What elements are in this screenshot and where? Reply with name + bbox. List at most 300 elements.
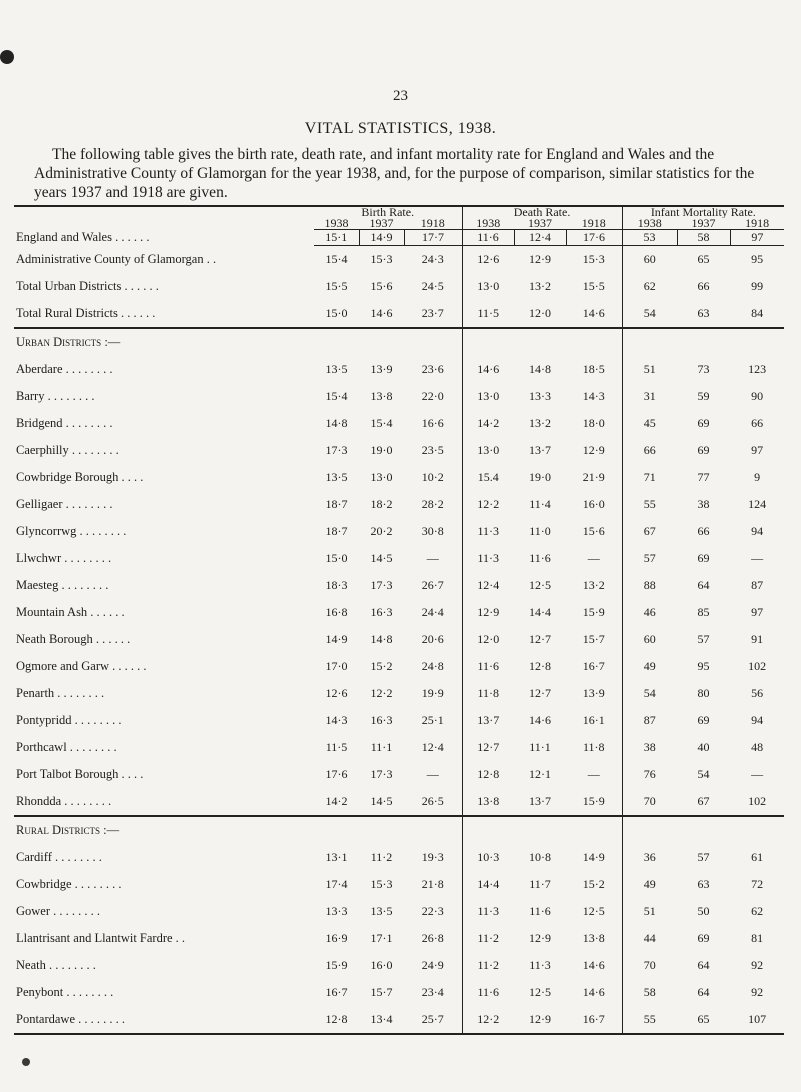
table-cell: 24·3 <box>404 246 462 274</box>
table-row <box>14 680 784 707</box>
table-cell: 17·3 <box>370 767 393 781</box>
table-row <box>14 898 784 925</box>
table-cell: 64 <box>697 985 710 999</box>
table-cell: 57 <box>697 632 710 646</box>
table-cell: 11·6 <box>462 230 514 246</box>
rural-heading-section <box>14 816 784 844</box>
table-cell: 14·6 <box>529 713 552 727</box>
table-cell: 90 <box>751 389 764 403</box>
table-cell: 14·2 <box>325 794 348 808</box>
table-cell: 69 <box>697 416 710 430</box>
row-label: Aberdare . . . . . . . . <box>16 362 113 376</box>
table-cell: 13·8 <box>477 794 500 808</box>
table-cell: 54 <box>643 306 656 320</box>
table-cell: 26·5 <box>404 788 462 816</box>
table-cell: 14·3 <box>566 383 622 410</box>
table-cell: 13·9 <box>566 680 622 707</box>
table-cell: 15.4 <box>477 470 499 484</box>
row-label: Glyncorrwg . . . . . . . . <box>16 524 127 538</box>
year-header: 1938 <box>324 218 349 230</box>
infant-mortality-header: Infant Mortality Rate. <box>622 206 784 218</box>
table-cell: 40 <box>697 740 710 754</box>
table-cell: 23·7 <box>404 300 462 328</box>
table-cell: 15·0 <box>325 306 348 320</box>
table-cell: — <box>566 761 622 788</box>
table-cell: 107 <box>730 1006 784 1034</box>
table-cell: 13·8 <box>370 389 393 403</box>
table-cell: 95 <box>751 252 764 266</box>
table-row <box>14 1006 784 1034</box>
table-cell: 13·7 <box>529 443 552 457</box>
table-cell: 70 <box>643 794 656 808</box>
table-cell: 14·5 <box>370 794 393 808</box>
table-cell: 12·6 <box>325 686 348 700</box>
table-cell: 19·9 <box>404 680 462 707</box>
table-cell: 11·4 <box>529 497 551 511</box>
table-cell: 69 <box>697 443 710 457</box>
year-header: 1938 <box>637 218 662 230</box>
year-header-row <box>14 218 784 230</box>
table-cell: 87 <box>751 578 764 592</box>
table-cell: 61 <box>751 850 764 864</box>
table-cell: 59 <box>697 389 710 403</box>
table-cell: 11·2 <box>477 931 500 945</box>
table-cell: 16·6 <box>404 410 462 437</box>
table-cell: 16·7 <box>566 1006 622 1034</box>
table-cell: 54 <box>643 686 656 700</box>
table-cell: 17·3 <box>325 443 348 457</box>
table-cell: 11·3 <box>477 551 500 565</box>
table-cell: 46 <box>643 605 656 619</box>
table-cell: 15·6 <box>370 279 393 293</box>
table-cell: 15·2 <box>370 659 393 673</box>
table-cell: 16·8 <box>325 605 348 619</box>
table-cell: 17·6 <box>566 230 622 246</box>
table-cell: 15·2 <box>566 871 622 898</box>
table-cell: 81 <box>751 931 764 945</box>
table-cell: 11·6 <box>529 904 551 918</box>
table-cell: 13·5 <box>325 470 348 484</box>
table-cell: 24·8 <box>404 653 462 680</box>
table-cell: 13·8 <box>566 925 622 952</box>
row-label: Penybont . . . . . . . . <box>16 985 114 999</box>
table-cell: 71 <box>643 470 656 484</box>
table-cell: 13·0 <box>477 443 500 457</box>
table-row <box>14 273 784 300</box>
table-cell: 22·0 <box>404 383 462 410</box>
table-cell: 13·0 <box>370 470 393 484</box>
table-cell: 18·3 <box>325 578 348 592</box>
death-rate-header: Death Rate. <box>462 206 622 218</box>
table-row <box>14 626 784 653</box>
table-row <box>14 871 784 898</box>
table-cell: 70 <box>643 958 656 972</box>
table-cell: 18·7 <box>325 497 348 511</box>
table-cell: 23·5 <box>404 437 462 464</box>
table-cell: 12·5 <box>529 985 552 999</box>
table-cell: 15·6 <box>566 518 622 545</box>
table-cell: 11·0 <box>529 524 551 538</box>
table-row <box>14 788 784 816</box>
table-cell: 11·5 <box>477 306 500 320</box>
table-cell: 15·3 <box>566 246 622 274</box>
table-cell: 25·1 <box>404 707 462 734</box>
table-row <box>14 437 784 464</box>
table-cell: 19·0 <box>370 443 393 457</box>
rural-section <box>14 844 784 1034</box>
table-cell: 45 <box>643 416 656 430</box>
table-cell: 12·2 <box>370 686 393 700</box>
table-cell: 14·5 <box>370 551 393 565</box>
table-cell: 36 <box>643 850 656 864</box>
table-cell: 62 <box>643 279 656 293</box>
table-cell: 24·4 <box>404 599 462 626</box>
table-cell: 24·9 <box>404 952 462 979</box>
table-cell: 124 <box>748 497 767 511</box>
table-cell: — <box>566 545 622 572</box>
table-row <box>14 844 784 871</box>
table-cell: 11·5 <box>325 740 348 754</box>
table-row <box>14 707 784 734</box>
table-cell: 11·2 <box>477 958 500 972</box>
table-cell: 94 <box>751 713 764 727</box>
table-cell: 28·2 <box>404 491 462 518</box>
table-cell: 12·8 <box>477 767 500 781</box>
table-cell: 13·4 <box>359 1006 404 1034</box>
table-cell: 12·9 <box>477 605 500 619</box>
table-cell: 12·4 <box>514 230 566 246</box>
table-cell: 14·4 <box>529 605 552 619</box>
table-cell: 76 <box>643 767 656 781</box>
table-cell: 14·6 <box>566 300 622 328</box>
table-cell: 14·6 <box>566 952 622 979</box>
table-row <box>14 925 784 952</box>
table-cell: 12·9 <box>514 1006 566 1034</box>
table-cell: 11·8 <box>477 686 500 700</box>
table-cell: 17·4 <box>325 877 348 891</box>
table-cell: 11·6 <box>529 551 551 565</box>
table-cell: 13·7 <box>529 794 552 808</box>
table-cell: 64 <box>697 578 710 592</box>
table-cell: 58 <box>677 230 730 246</box>
table-row <box>14 952 784 979</box>
row-label: Administrative County of Glamorgan . . <box>16 251 217 266</box>
table-cell: — <box>751 551 764 565</box>
table-cell: 17·3 <box>370 578 393 592</box>
table-cell: 15·0 <box>325 551 348 565</box>
table-cell: 11·3 <box>477 524 500 538</box>
row-label: Pontardawe . . . . . . . . <box>14 1006 314 1034</box>
row-label: Maesteg . . . . . . . . <box>16 578 109 592</box>
row-label: Bridgend . . . . . . . . <box>16 416 113 430</box>
table-cell: 88 <box>643 578 656 592</box>
table-cell: 26·8 <box>404 925 462 952</box>
table-cell: 60 <box>643 632 656 646</box>
table-cell: 97 <box>751 605 764 619</box>
table-cell: 22·3 <box>404 898 462 925</box>
table-cell: 19·3 <box>404 844 462 871</box>
table-cell: 19·0 <box>529 470 552 484</box>
table-row <box>14 599 784 626</box>
table-cell: 15·4 <box>325 252 348 266</box>
table-cell: 102 <box>748 794 767 808</box>
table-cell: 60 <box>643 252 656 266</box>
table-cell: 14·3 <box>325 713 348 727</box>
table-cell: 12·7 <box>529 686 552 700</box>
row-label: Llwchwr . . . . . . . . <box>16 551 112 565</box>
table-cell: 66 <box>697 279 710 293</box>
table-cell: 12·2 <box>462 1006 514 1034</box>
table-cell: 18·5 <box>566 356 622 383</box>
table-cell: 14·4 <box>477 877 500 891</box>
table-cell: 67 <box>643 524 656 538</box>
table-cell: 13·2 <box>529 416 552 430</box>
section-heading-row <box>14 328 784 356</box>
table-cell: 11·6 <box>477 985 500 999</box>
table-cell: 16·9 <box>325 931 348 945</box>
table-row <box>14 734 784 761</box>
table-cell: 13·3 <box>529 389 552 403</box>
table-cell: 12·9 <box>529 252 552 266</box>
table-cell: 57 <box>697 850 710 864</box>
page-number: 23 <box>393 88 408 104</box>
urban-section <box>14 356 784 816</box>
row-label: Porthcawl . . . . . . . . <box>16 740 117 754</box>
table-cell: 15·1 <box>314 230 359 246</box>
urban-heading-section <box>14 328 784 356</box>
table-cell: 14·6 <box>566 979 622 1006</box>
table-cell: 26·7 <box>404 572 462 599</box>
table-cell: 85 <box>697 605 710 619</box>
table-cell: 53 <box>622 230 677 246</box>
table-cell: 16·7 <box>566 653 622 680</box>
table-cell: 15·3 <box>370 252 393 266</box>
table-cell: 11·6 <box>477 659 500 673</box>
table-cell: 15·3 <box>370 877 393 891</box>
table-row <box>14 653 784 680</box>
table-cell: 15·4 <box>370 416 393 430</box>
table-cell: 12·9 <box>566 437 622 464</box>
table-cell: 38 <box>643 740 656 754</box>
row-label: Neath . . . . . . . . <box>16 958 96 972</box>
table-row <box>14 761 784 788</box>
table-row <box>14 464 784 491</box>
table-cell: 102 <box>748 659 767 673</box>
table-cell: 21·8 <box>404 871 462 898</box>
summary-section <box>14 246 784 329</box>
year-header: 1938 <box>476 218 501 230</box>
table-cell: 77 <box>697 470 710 484</box>
table-cell: 11·3 <box>477 904 500 918</box>
table-cell: 94 <box>751 524 764 538</box>
table-cell: 12·6 <box>477 252 500 266</box>
table-cell: 65 <box>697 252 710 266</box>
table-cell: 51 <box>643 904 656 918</box>
row-label: England and Wales . . . . . . <box>16 230 150 244</box>
table-cell: 12·8 <box>529 659 552 673</box>
table-cell: 12·8 <box>314 1006 359 1034</box>
table-cell: 11·8 <box>566 734 622 761</box>
table-cell: 44 <box>643 931 656 945</box>
table-cell: 18·0 <box>566 410 622 437</box>
table-cell: 50 <box>697 904 710 918</box>
table-cell: 49 <box>643 659 656 673</box>
table-cell: 14·9 <box>359 230 404 246</box>
table-cell: 66 <box>643 443 656 457</box>
table-cell: 17·1 <box>370 931 393 945</box>
table-cell: 11·3 <box>529 958 551 972</box>
table-cell: 91 <box>751 632 764 646</box>
table-cell: 65 <box>677 1006 730 1034</box>
table-cell: 63 <box>697 877 710 891</box>
row-label: Gower . . . . . . . . <box>16 904 101 918</box>
row-label: Penarth . . . . . . . . <box>16 686 105 700</box>
row-label: Total Rural Districts . . . . . . <box>16 306 156 320</box>
table-cell: 11·1 <box>370 740 393 754</box>
row-label: Mountain Ash . . . . . . <box>16 605 125 619</box>
year-header: 1937 <box>528 218 553 230</box>
table-cell: 48 <box>751 740 764 754</box>
table-cell: 16·1 <box>566 707 622 734</box>
row-label: Cowbridge Borough . . . . <box>16 470 144 484</box>
table-cell: 73 <box>697 362 710 376</box>
table-cell: 14·8 <box>529 362 552 376</box>
table-cell: 14·9 <box>566 844 622 871</box>
table-cell: 123 <box>748 362 767 376</box>
table-cell: 12·4 <box>477 578 500 592</box>
row-label: Ogmore and Garw . . . . . . <box>16 659 147 673</box>
table-cell: 16·0 <box>370 958 393 972</box>
table-cell: 66 <box>697 524 710 538</box>
table-cell: 15·5 <box>325 279 348 293</box>
table-cell: — <box>404 545 462 572</box>
table-cell: 14·6 <box>370 306 393 320</box>
group-header-row <box>14 206 784 218</box>
table-cell: 14·6 <box>477 362 500 376</box>
table-cell: 55 <box>643 497 656 511</box>
table-cell: 15·5 <box>566 273 622 300</box>
table-cell: 12·0 <box>529 306 552 320</box>
row-label: Port Talbot Borough . . . . <box>16 767 144 781</box>
table-cell: 13·5 <box>370 904 393 918</box>
table-cell: 21·9 <box>566 464 622 491</box>
year-header: 1918 <box>745 218 770 230</box>
table-cell: 12·2 <box>477 497 500 511</box>
table-cell: 12·0 <box>477 632 500 646</box>
table-cell: 13·9 <box>370 362 393 376</box>
table-row <box>14 410 784 437</box>
table-cell: 15·9 <box>566 788 622 816</box>
year-header: 1937 <box>691 218 716 230</box>
table-cell: 12·7 <box>529 632 552 646</box>
england-wales-row <box>14 230 784 246</box>
row-label: Neath Borough . . . . . . <box>16 632 131 646</box>
table-cell: — <box>404 761 462 788</box>
table-cell: 56 <box>751 686 764 700</box>
table-cell: 18·2 <box>370 497 393 511</box>
table-cell: 12·1 <box>529 767 552 781</box>
table-row <box>14 518 784 545</box>
table-row <box>14 979 784 1006</box>
row-label: Cowbridge . . . . . . . . <box>16 877 122 891</box>
table-cell: 69 <box>697 551 710 565</box>
table-cell: 10·8 <box>529 850 552 864</box>
table-row <box>14 572 784 599</box>
table-cell: 95 <box>697 659 710 673</box>
year-header: 1918 <box>566 218 622 230</box>
table-row <box>14 545 784 572</box>
table-cell: 20·2 <box>370 524 393 538</box>
table-cell: — <box>751 767 764 781</box>
table-cell: 51 <box>643 362 656 376</box>
table-cell: 15·9 <box>566 599 622 626</box>
table-cell: 54 <box>697 767 710 781</box>
table-cell: 16·7 <box>325 985 348 999</box>
table-cell: 92 <box>751 958 764 972</box>
table-cell: 12·9 <box>529 931 552 945</box>
row-label: Pontypridd . . . . . . . . <box>16 713 122 727</box>
rural-districts-heading: Rural Districts :— <box>14 816 314 844</box>
table-cell: 14·2 <box>477 416 500 430</box>
table-cell: 64 <box>697 958 710 972</box>
row-label: Barry . . . . . . . . <box>16 389 95 403</box>
table-cell: 69 <box>697 713 710 727</box>
table-cell: 38 <box>697 497 710 511</box>
table-cell: 16·0 <box>566 491 622 518</box>
table-cell: 13·0 <box>477 279 500 293</box>
table-cell: 25·7 <box>404 1006 462 1034</box>
table-cell: 12·4 <box>404 734 462 761</box>
table-cell: 20·6 <box>404 626 462 653</box>
table-cell: 12·5 <box>566 898 622 925</box>
table-cell: 11·1 <box>529 740 551 754</box>
table-cell: 31 <box>643 389 656 403</box>
table-cell: 13·2 <box>529 279 552 293</box>
table-cell: 15·9 <box>325 958 348 972</box>
table-cell: 16·3 <box>370 713 393 727</box>
section-heading-row <box>14 816 784 844</box>
table-cell: 17·7 <box>404 230 462 246</box>
table-cell: 58 <box>643 985 656 999</box>
table-cell: 10·2 <box>404 464 462 491</box>
punch-hole <box>0 50 14 64</box>
table-cell: 80 <box>697 686 710 700</box>
table-cell: 13·1 <box>325 850 348 864</box>
table-cell: 12·7 <box>477 740 500 754</box>
table-cell: 10·3 <box>477 850 500 864</box>
table-cell: 92 <box>751 985 764 999</box>
table-row <box>14 300 784 328</box>
table-cell: 13·2 <box>566 572 622 599</box>
table-cell: 14·8 <box>325 416 348 430</box>
table-cell: 15·7 <box>566 626 622 653</box>
table-cell: 15·7 <box>370 985 393 999</box>
table-cell: 67 <box>697 794 710 808</box>
table-cell: 17·6 <box>325 767 348 781</box>
table-cell: 97 <box>730 230 784 246</box>
table-cell: 69 <box>697 931 710 945</box>
row-label: Llantrisant and Llantwit Fardre . . <box>16 931 186 945</box>
year-header: 1918 <box>404 218 462 230</box>
row-label: Gelligaer . . . . . . . . <box>16 497 113 511</box>
table-cell: 11·7 <box>529 877 551 891</box>
table-cell: 49 <box>643 877 656 891</box>
row-label: Cardiff . . . . . . . . <box>16 850 102 864</box>
table-cell: 84 <box>751 306 764 320</box>
table-cell: 72 <box>751 877 764 891</box>
table-cell: 13·3 <box>325 904 348 918</box>
vital-statistics-table <box>14 205 784 1035</box>
